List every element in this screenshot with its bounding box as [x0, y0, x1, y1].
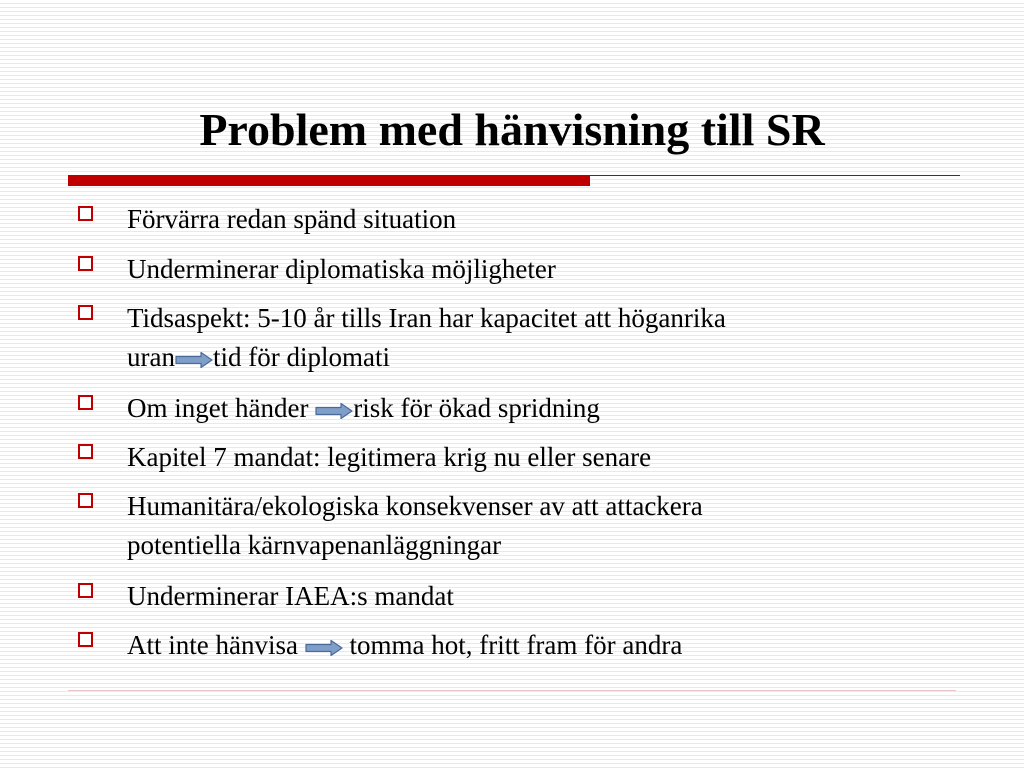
right-arrow-icon [315, 402, 353, 420]
bullet-text [127, 626, 682, 665]
square-bullet-icon [78, 206, 93, 221]
bullet-text-segment: Om inget händer [127, 393, 316, 423]
bullet-item [74, 487, 954, 565]
bullet-text [127, 438, 651, 477]
bullet-text-segment: Underminerar IAEA:s mandat [127, 581, 454, 611]
bullet-item [74, 626, 954, 665]
bullet-item [74, 389, 954, 428]
bullet-text [127, 338, 390, 377]
bullet-text [127, 200, 456, 239]
bullet-item [74, 438, 954, 477]
square-bullet-icon [78, 632, 93, 647]
bullet-text [127, 299, 726, 338]
bullet-item [74, 299, 954, 377]
bullet-text [127, 389, 600, 428]
right-arrow-icon [305, 639, 343, 657]
footer-divider [68, 690, 956, 691]
bullet-text [127, 487, 703, 526]
bullet-text-segment: Att inte hänvisa [127, 630, 305, 660]
square-bullet-icon [78, 305, 93, 320]
bullet-text-segment: tomma hot, fritt fram för andra [342, 630, 683, 660]
square-bullet-icon [78, 493, 93, 508]
bullet-text-segment: Förvärra redan spänd situation [127, 204, 457, 234]
square-bullet-icon [78, 583, 93, 598]
bullet-text-segment: Underminerar diplomatiska möjligheter [127, 254, 556, 284]
bullet-text [127, 250, 556, 289]
square-bullet-icon [78, 444, 93, 459]
bullet-text-segment: Tidsaspekt: 5-10 år tills Iran har kapacitet att höganrika [127, 303, 726, 333]
bullet-text [127, 577, 454, 616]
bullet-text-segment: potentiella kärnvapenanläggningar [127, 530, 502, 560]
bullet-item [74, 250, 954, 289]
bullet-item [74, 200, 954, 239]
bullet-text-segment: risk för ökad spridning [353, 393, 600, 423]
square-bullet-icon [78, 395, 93, 410]
right-arrow-icon [175, 351, 213, 369]
bullet-text-segment: tid för diplomati [212, 342, 390, 372]
bullet-text-segment: Humanitära/ekologiska konsekvenser av att attackera [127, 491, 703, 521]
bullet-item [74, 577, 954, 616]
slide-title: Problem med hänvisning till SR [199, 104, 825, 155]
square-bullet-icon [78, 256, 93, 271]
bullet-text-segment: Kapitel 7 mandat: legitimera krig nu eller senare [127, 442, 652, 472]
bullet-text [127, 526, 501, 565]
bullet-text-segment: uran [127, 342, 175, 372]
